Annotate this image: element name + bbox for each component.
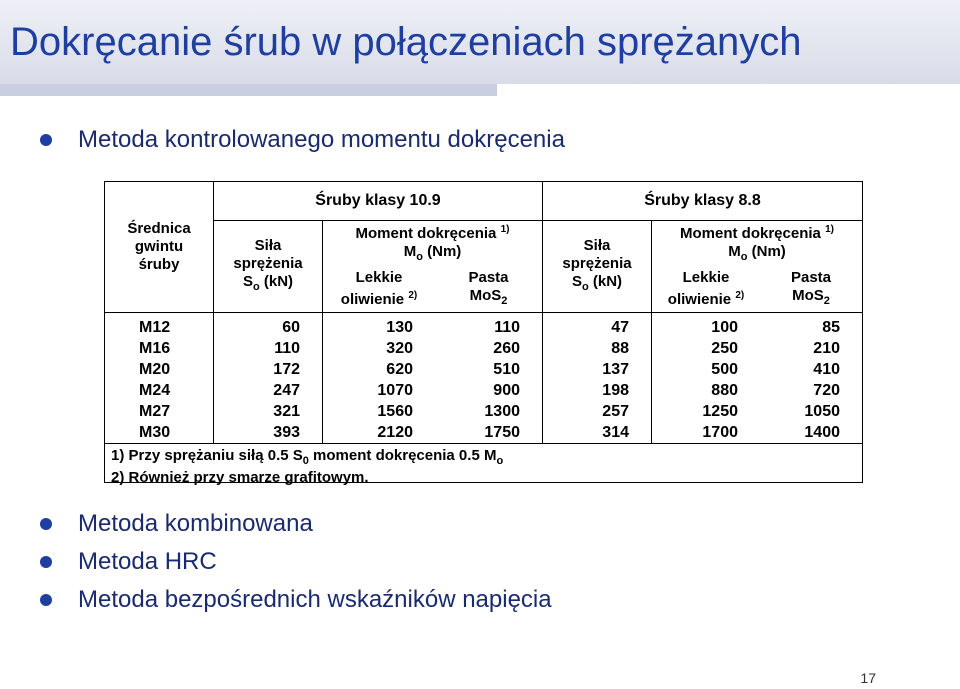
table-cell: 1070: [323, 380, 436, 401]
table-cell: 720: [813, 381, 840, 399]
class-10-9-header: Śruby klasy 10.9: [214, 182, 543, 221]
table-cell: 1700: [652, 422, 761, 444]
table-cell: 1300: [484, 402, 520, 420]
table-cell: 130: [323, 313, 436, 339]
table-cell: 247: [214, 380, 323, 401]
table-cell: 500: [652, 359, 761, 380]
row-label: M20: [139, 360, 171, 378]
row-label: M30: [139, 423, 171, 441]
table-cell: 257: [543, 401, 652, 422]
footnote-1: 1) Przy sprężaniu siłą 0.5 $S_0$ moment dokręcenia 0.5 $M_o$: [105, 444, 862, 468]
bullet-item: [40, 510, 313, 538]
table-cell: 510: [493, 360, 520, 378]
table-row: [105, 313, 862, 339]
bullet-item: [40, 586, 552, 614]
table-cell: 321: [214, 401, 323, 422]
table-cell: 47: [543, 313, 652, 339]
moment-header-109: Moment dokręcenia $^{1)}$ $M_o$ (Nm): [323, 221, 543, 267]
slide-title: Dokręcanie śrub w połączeniach sprężanych: [10, 20, 802, 64]
bullet-text: Metoda kombinowana: [78, 510, 313, 537]
row-label: M16: [139, 339, 171, 357]
table-cell: 88: [543, 338, 652, 359]
table-cell: 110: [214, 338, 323, 359]
table-cell: 314: [543, 422, 652, 444]
table-cell: 1400: [804, 423, 840, 441]
row-label: M24: [139, 381, 171, 399]
row-label: M12: [139, 318, 171, 336]
row-label: M27: [139, 402, 171, 420]
table-cell: 210: [813, 339, 840, 357]
table-cell: 2120: [323, 422, 436, 444]
bullet-dot-icon: [40, 556, 52, 568]
table-cell: 137: [543, 359, 652, 380]
force-header-88: Siła sprężenia $S_o$ (kN): [543, 221, 652, 313]
table-cell: 1250: [652, 401, 761, 422]
table-cell: 320: [323, 338, 436, 359]
table-row: [105, 338, 862, 359]
table-cell: 1560: [323, 401, 436, 422]
class-8-8-header: Śruby klasy 8.8: [543, 182, 863, 221]
bullet-text: Metoda bezpośrednich wskaźników napięcia: [78, 586, 552, 613]
moment-header-88: Moment dokręcenia $^{1)}$ $M_o$ (Nm): [652, 221, 863, 267]
table-cell: 260: [493, 339, 520, 357]
table-cell: 880: [652, 380, 761, 401]
table-cell: 393: [214, 422, 323, 444]
table-cell: 198: [543, 380, 652, 401]
table-cell: 60: [214, 313, 323, 339]
footnote-2: 2) Również przy smarze grafitowym.: [111, 469, 369, 486]
bolt-table: [104, 181, 863, 486]
bullet-item: [40, 126, 565, 154]
table-row: [105, 401, 862, 422]
table-cell: 100: [652, 313, 761, 339]
bullet-text: Metoda kontrolowanego momentu dokręcenia: [78, 126, 565, 153]
table-cell: 85: [822, 318, 840, 336]
bullet-dot-icon: [40, 134, 52, 146]
table-row: [105, 380, 862, 401]
light-oil-header-109: Lekkie oliwienie $^{2)}$: [323, 266, 436, 313]
page-number: 17: [860, 670, 876, 686]
table-cell: 1050: [804, 402, 840, 420]
table-row: [105, 359, 862, 380]
force-header-109: Siła sprężenia $S_o$ (kN): [214, 221, 323, 313]
paste-header-109: Pasta MoS$_2$: [435, 266, 543, 313]
table-row: [105, 422, 862, 444]
title-underline: [0, 84, 497, 96]
table-cell: 172: [214, 359, 323, 380]
table-cell: 620: [323, 359, 436, 380]
table-cell: 410: [813, 360, 840, 378]
diameter-header: Średnica gwintu śruby: [105, 182, 214, 313]
table-cell: 250: [652, 338, 761, 359]
table-cell: 110: [494, 318, 520, 336]
light-oil-header-88: Lekkie oliwienie $^{2)}$: [652, 266, 761, 313]
bullet-dot-icon: [40, 594, 52, 606]
bullet-text: Metoda HRC: [78, 548, 217, 575]
paste-header-88: Pasta MoS$_2$: [760, 266, 862, 313]
bullet-item: [40, 548, 217, 576]
table-cell: 1750: [484, 423, 520, 441]
bullet-dot-icon: [40, 518, 52, 530]
table-cell: 900: [493, 381, 520, 399]
